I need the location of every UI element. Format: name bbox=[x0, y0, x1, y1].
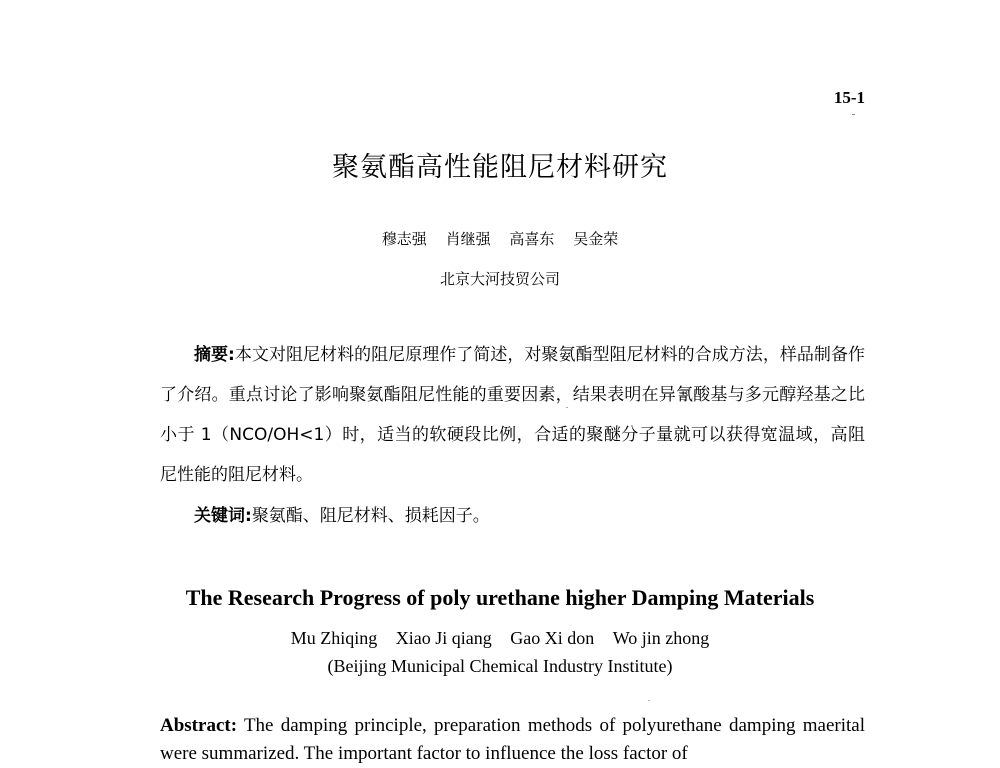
en-title: The Research Progress of poly urethane higher Damping Materials bbox=[185, 585, 815, 610]
cn-abstract-label: 摘要: bbox=[194, 345, 235, 365]
page-number: 15-1 bbox=[833, 88, 865, 107]
cn-author: 高喜东 bbox=[509, 230, 555, 248]
cn-author: 肖继强 bbox=[445, 230, 491, 248]
cn-title: 聚氨酯高性能阻尼材料研究 bbox=[332, 152, 668, 183]
cn-keywords bbox=[160, 501, 865, 526]
cn-keywords-label: 关键词: bbox=[194, 506, 252, 526]
cn-abstract bbox=[160, 335, 865, 495]
cn-keywords-text: 聚氨酯、阻尼材料、损耗因子。 bbox=[251, 506, 490, 526]
en-authors bbox=[0, 628, 1000, 649]
en-author: Wo jin zhong bbox=[612, 628, 710, 648]
cn-author: 吴金荣 bbox=[573, 230, 619, 248]
cn-abstract-text: 本文对阻尼材料的阻尼原理作了简述，对聚氨酯型阻尼材料的合成方法，样品制备作了介绍。重点讨论了影响聚氨酯阻尼性能的重要因素，结果表明在异氰酸基与多元醇羟基之比小于 1（NCO/OH<1）时，适当的软硬段比例，合适的聚醚分子量就可以获得宽温域，高阻尼性能的阻尼材料。 bbox=[160, 345, 865, 485]
en-affiliation: (Beijing Municipal Chemical Industry Institute) bbox=[327, 656, 673, 676]
cn-affiliation: 北京大河技贸公司 bbox=[439, 270, 560, 288]
en-abstract-label: Abstract: bbox=[160, 715, 238, 736]
en-author: Gao Xi don bbox=[510, 628, 595, 648]
en-author: Mu Zhiqing bbox=[290, 628, 378, 648]
scan-speck bbox=[648, 700, 650, 701]
cn-author: 穆志强 bbox=[381, 230, 427, 248]
cn-authors bbox=[0, 228, 1000, 249]
scan-speck bbox=[566, 407, 568, 408]
en-author: Xiao Ji qiang bbox=[395, 628, 492, 648]
en-abstract-text: The damping principle, preparation methods of polyurethane damping maerital were summarized. The important factor to influence the loss factor of bbox=[160, 715, 865, 764]
scan-mark bbox=[852, 114, 855, 115]
